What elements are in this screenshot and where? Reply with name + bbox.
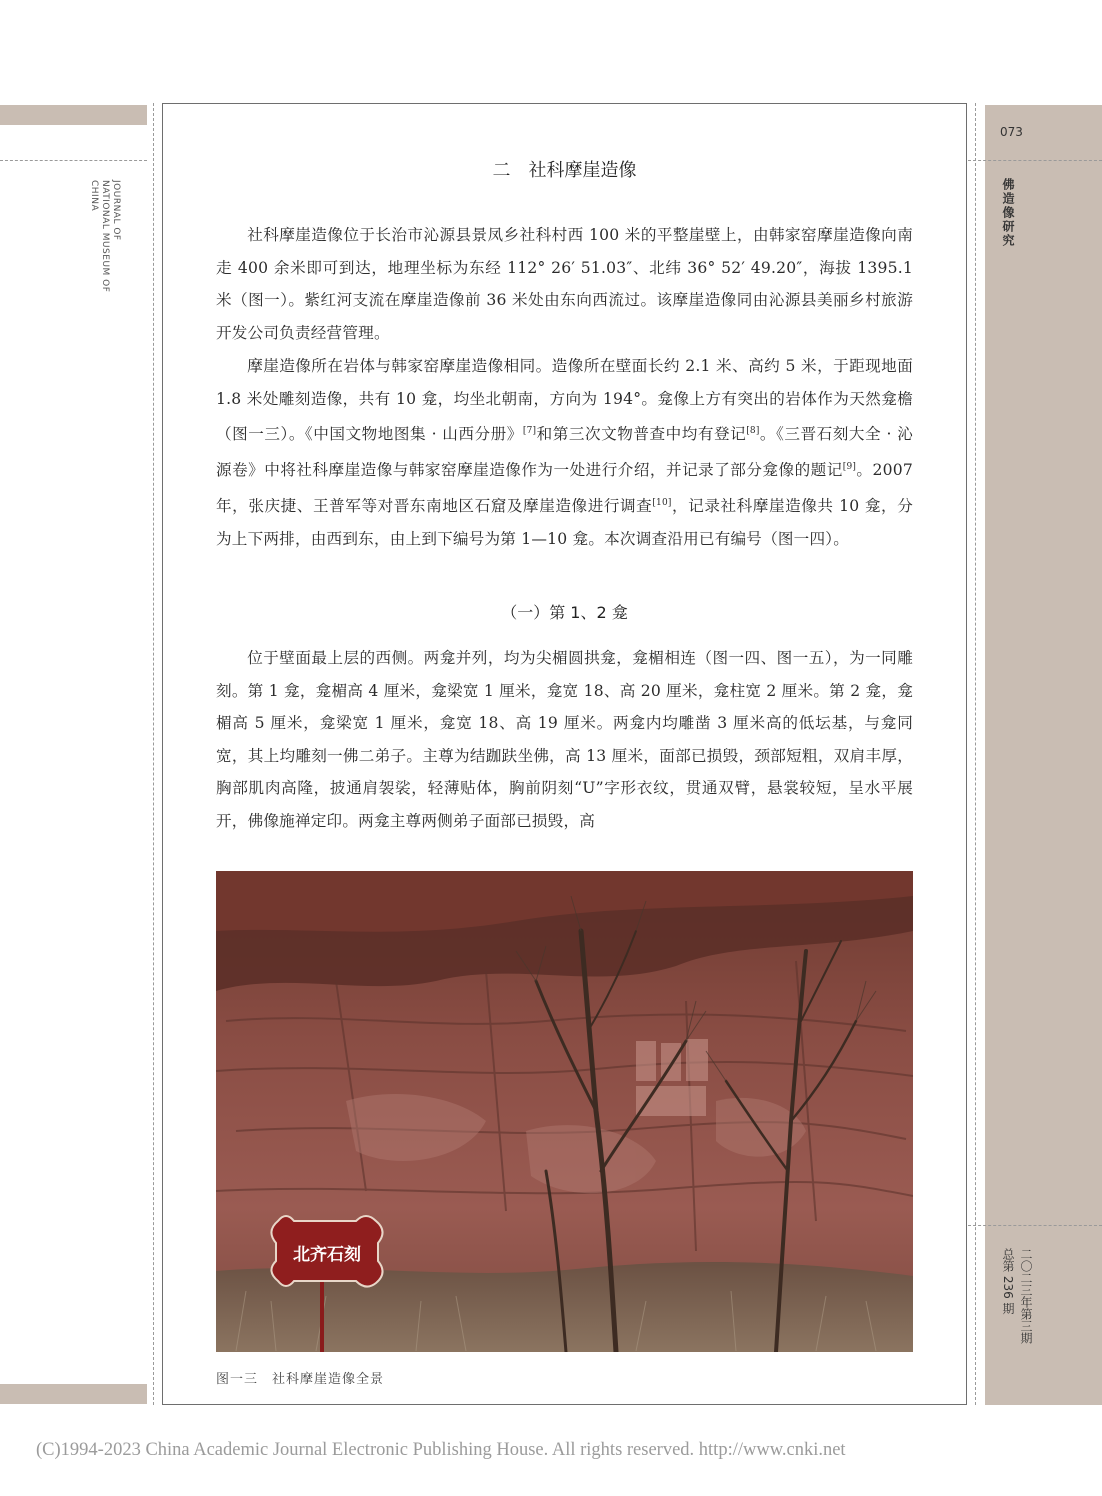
paragraph-2-part-c: 。《三晋石刻大全 · 沁源卷》中将社科摩崖造像与韩家窑摩崖造像作为一处进行介绍，并记录了部分龛像的题记 — [216, 425, 913, 480]
left-margin-bar-bottom — [0, 1384, 147, 1404]
sign-text: 北齐石刻 — [293, 1245, 361, 1265]
left-margin-bar-top — [0, 105, 147, 125]
section-heading: 二 社科摩崖造像 — [492, 160, 637, 181]
footnote-ref-10[interactable]: [10] — [652, 497, 672, 508]
paragraph-3: 位于壁面最上层的西侧。两龛并列，均为尖楣圆拱龛，龛楣相连（图一四、图一五），为一同雕刻。第 1 龛，龛楣高 4 厘米，龛梁宽 1 厘米，龛宽 18、高 20 厘米，龛柱宽 2 厘米。第 2 龛，龛楣高 5 厘米，龛梁宽 1 厘米，龛宽 18、高 19 厘米。两龛内均雕凿 3 厘米高的低坛基，与龛同宽，其上均雕刻一佛二弟子。主尊为结跏趺坐佛，高 13 厘米，面部已损毁，颈部短粗，双肩丰厚，胸部肌肉高隆，披通肩袈裟，轻薄贴体，胸前阴刻“U”字形衣纹，贯通双臂，悬裳较短，呈水平展开，佛像施禅定印。两龛主尊两侧弟子面部已损毁，高 — [216, 649, 913, 830]
right-margin-dotted-rule-top — [968, 160, 1102, 161]
paragraph-2-part-d: 。2007 年，张庆捷、王普军等对晋东南地区石窟及摩崖造像进行调查 — [216, 461, 913, 515]
right-margin-dotted-rule-bottom — [968, 1225, 1102, 1226]
footnote-ref-9[interactable]: [9] — [842, 461, 857, 472]
footnote-ref-8[interactable]: [8] — [746, 426, 760, 437]
issue-total-vertical: 总第 236 期 — [1001, 1248, 1015, 1315]
frame-dotted-line-right — [975, 103, 976, 1405]
copyright-notice: (C)1994-2023 China Academic Journal Electronic Publishing House. All rights reserved. http://www.cnki.net — [36, 1440, 846, 1460]
paragraph-2-part-a: 摩崖造像所在岩体与韩家窑摩崖造像相同。造像所在壁面长约 2.1 米、高约 5 米，于距现地面 1.8 米处雕刻造像，共有 10 龛，均坐北朝南，方向为 194°。龛像上方有突出的岩体作为天然龛檐（图一三）。《中国文物地图集 · 山西分册》 — [216, 357, 913, 444]
cliff-photograph — [216, 871, 913, 1352]
page-number: 073 — [1000, 125, 1023, 139]
subsection-heading: （一）第 1、2 龛 — [501, 603, 628, 622]
issue-year-vertical: 二〇二三年第三期 — [1019, 1248, 1033, 1344]
paragraph-2-part-e: ，记录社科摩崖造像共 10 龛，分为上下两排，由西到东，由上到下编号为第 1—10 龛。本次调查沿用已有编号（图一四）。 — [216, 496, 914, 548]
figure-caption: 图一三 社科摩崖造像全景 — [216, 1372, 385, 1387]
left-margin-dotted-rule — [0, 160, 147, 161]
footnote-ref-7[interactable]: [7] — [522, 426, 537, 437]
paragraph-1: 社科摩崖造像位于长治市沁源县景凤乡社科村西 100 米的平整崖壁上，由韩家窑摩崖造像向南走 400 余米即可到达，地理坐标为东经 112° 26′ 51.03″、北纬 36° 52′ 49.20″，海拔 1395.1 米（图一）。紫红河支流在摩崖造像前 36 米处由东向西流过。该摩崖造像同由沁源县美丽乡村旅游开发公司负责经营管理。 — [216, 226, 913, 342]
right-margin-column — [985, 105, 1102, 1405]
paragraph-2-part-b: 和第三次文物普查中均有登记 — [536, 425, 747, 444]
paragraph-2 — [216, 350, 913, 555]
frame-dotted-line-left — [153, 103, 154, 1405]
section-tag-vertical: 佛造像研究 — [1001, 178, 1015, 248]
journal-name-vertical: JOURNAL OF NATIONAL MUSEUM OF CHINA — [89, 180, 121, 293]
